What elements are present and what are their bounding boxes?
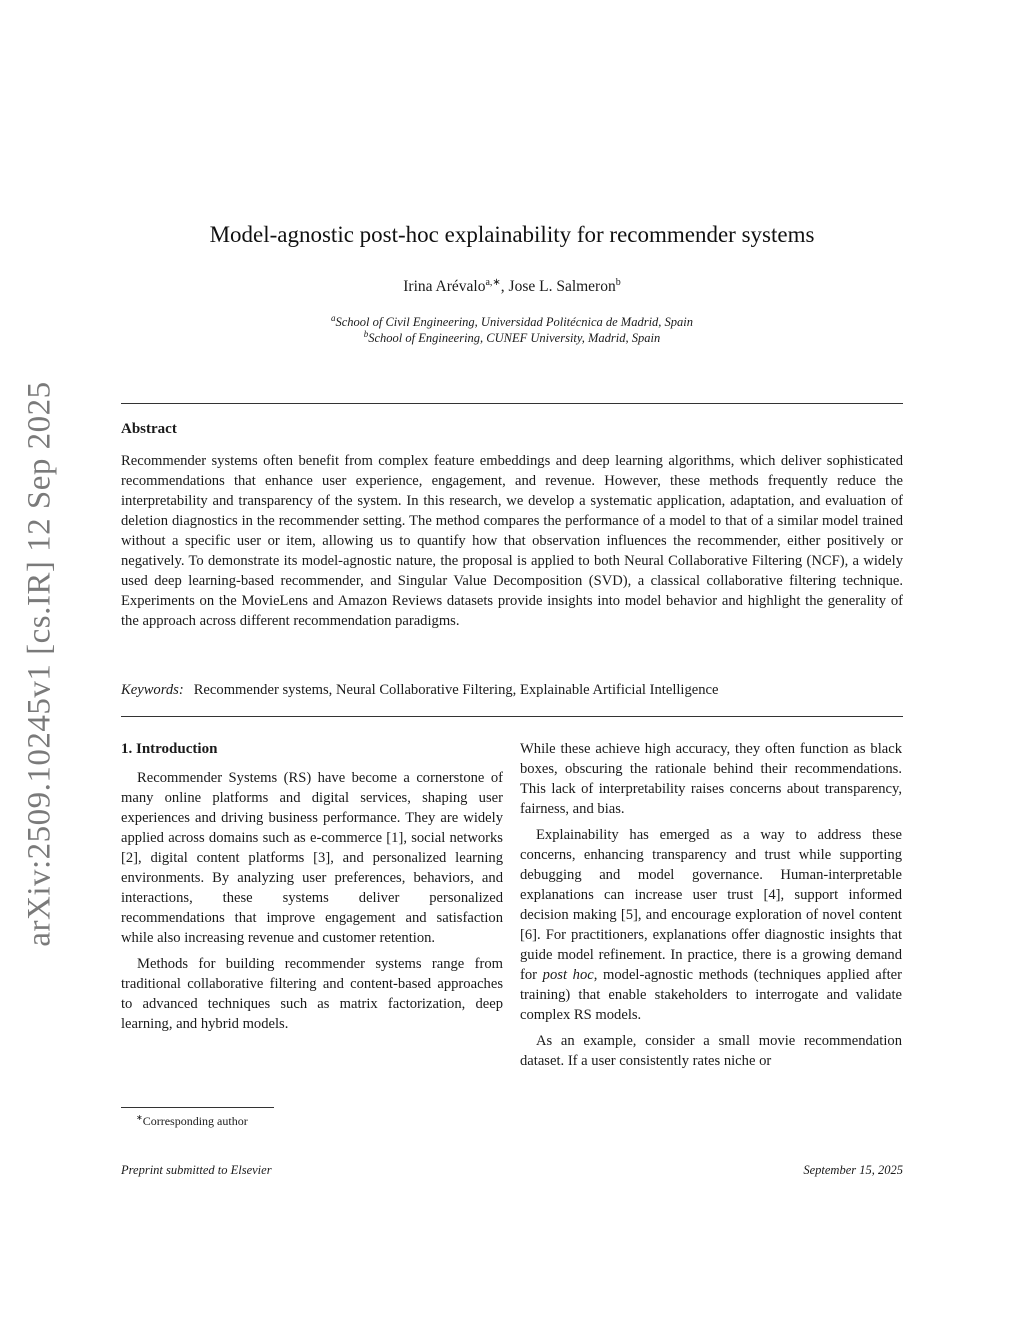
arxiv-identifier-text: arXiv:2509.10245v1 [cs.IR] 12 Sep 2025 xyxy=(21,381,58,947)
footer-preprint-note: Preprint submitted to Elsevier xyxy=(121,1163,272,1177)
intro-paragraph-2: Methods for building recommender systems range from traditional collaborative filtering and content-based approaches to advanced techniques such as matrix factorization, deep learning, and hybrid models. xyxy=(121,956,503,1032)
footnote-mark: ∗ xyxy=(136,1113,143,1122)
author-2-marks: b xyxy=(615,277,621,288)
paper-title: Model-agnostic post-hoc explainability for recommender systems xyxy=(209,222,815,247)
author-line xyxy=(0,277,1024,296)
footer-date: September 15, 2025 xyxy=(803,1163,903,1177)
abstract-text: Recommender systems often benefit from complex feature embeddings and deep learning algorithms, which deliver sophisticated recommendations that enhance user experience, engagement, and revenue. However, these methods frequently reduce the interpretability and transparency of the system. In this research, we develop a systematic application, adaptation, and evaluation of deletion diagnostics in the recommender setting. The method compares the performance of a model to that of a similar model trained without a specific user or item, allowing us to quantify how that observation influences the recommender, either positively or negatively. To demonstrate its model-agnostic nature, the proposal is applied to both Neural Collaborative Filtering (NCF), a widely used deep learning-based recommender, and Singular Value Decomposition (SVD), a classical collaborative filtering technique. Experiments on the MovieLens and Amazon Reviews datasets provide insights into model behavior and highlight the generality of the approach across different recommendation paradigms. xyxy=(121,453,903,629)
footnote-rule xyxy=(121,1107,274,1108)
footnote-text: Corresponding author xyxy=(142,1114,248,1128)
author-1-marks: a,∗ xyxy=(485,277,501,288)
author-separator: , xyxy=(500,278,509,296)
intro-paragraph-5: As an example, consider a small movie recommendation dataset. If a user consistently rates niche or xyxy=(520,1033,902,1069)
affiliation-a-mark: a xyxy=(330,313,336,323)
intro-paragraph-4-italic: post hoc xyxy=(542,967,594,983)
author-2-name: Jose L. Salmeron xyxy=(508,278,616,296)
affiliation-a xyxy=(0,313,1024,330)
affiliation-b-mark: b xyxy=(363,329,369,339)
abstract-top-rule xyxy=(121,403,903,404)
intro-paragraph-4-part2: , model-agnostic methods (techniques applied after training) that enable stakeholders to interrogate and validate complex RS models. xyxy=(520,967,902,1023)
footnote xyxy=(136,1113,248,1129)
intro-paragraph-3: While these achieve high accuracy, they often function as black boxes, obscuring the rationale behind their recommendations. This lack of interpretability raises concerns about transparency, fairness, and bias. xyxy=(520,741,902,817)
affiliation-b-text: School of Engineering, CUNEF University, Madrid, Spain xyxy=(368,331,661,346)
affiliation-b xyxy=(0,329,1024,346)
abstract-bottom-rule xyxy=(121,716,903,717)
section-heading-introduction: 1. Introduction xyxy=(121,741,218,757)
intro-paragraph-4-part1: Explainability has emerged as a way to address these concerns, enhancing transparency and trust while supporting debugging and model governance. Human-interpretable explanations can increase user trust [4], support informed decision making [5], and encourage exploration of novel content [6]. For practitioners, explanations offer diagnostic insights that guide model refinement. In practice, there is a growing demand for xyxy=(520,827,902,983)
intro-paragraph-1: Recommender Systems (RS) have become a cornerstone of many online platforms and digital services, shaping user experiences and driving business performance. They are widely applied across domains such as e-commerce [1], social networks [2], digital content platforms [3], and personalized learning environments. By analyzing user preferences, behaviors, and interactions, these systems deliver personalized recommendations that improve engagement and satisfaction while also increasing revenue and customer retention. xyxy=(121,770,503,946)
keywords-label: Keywords: xyxy=(121,682,184,698)
author-1-name: Irina Arévalo xyxy=(403,278,486,296)
left-column xyxy=(121,739,503,1040)
right-column xyxy=(520,739,902,1077)
intro-paragraph-4 xyxy=(520,825,902,1025)
keywords-text: Recommender systems, Neural Collaborative Filtering, Explainable Artificial Intelligence xyxy=(193,682,719,698)
abstract-heading: Abstract xyxy=(121,421,177,437)
affiliation-a-text: School of Civil Engineering, Universidad Politécnica de Madrid, Spain xyxy=(335,315,694,330)
keywords-line xyxy=(121,682,903,699)
